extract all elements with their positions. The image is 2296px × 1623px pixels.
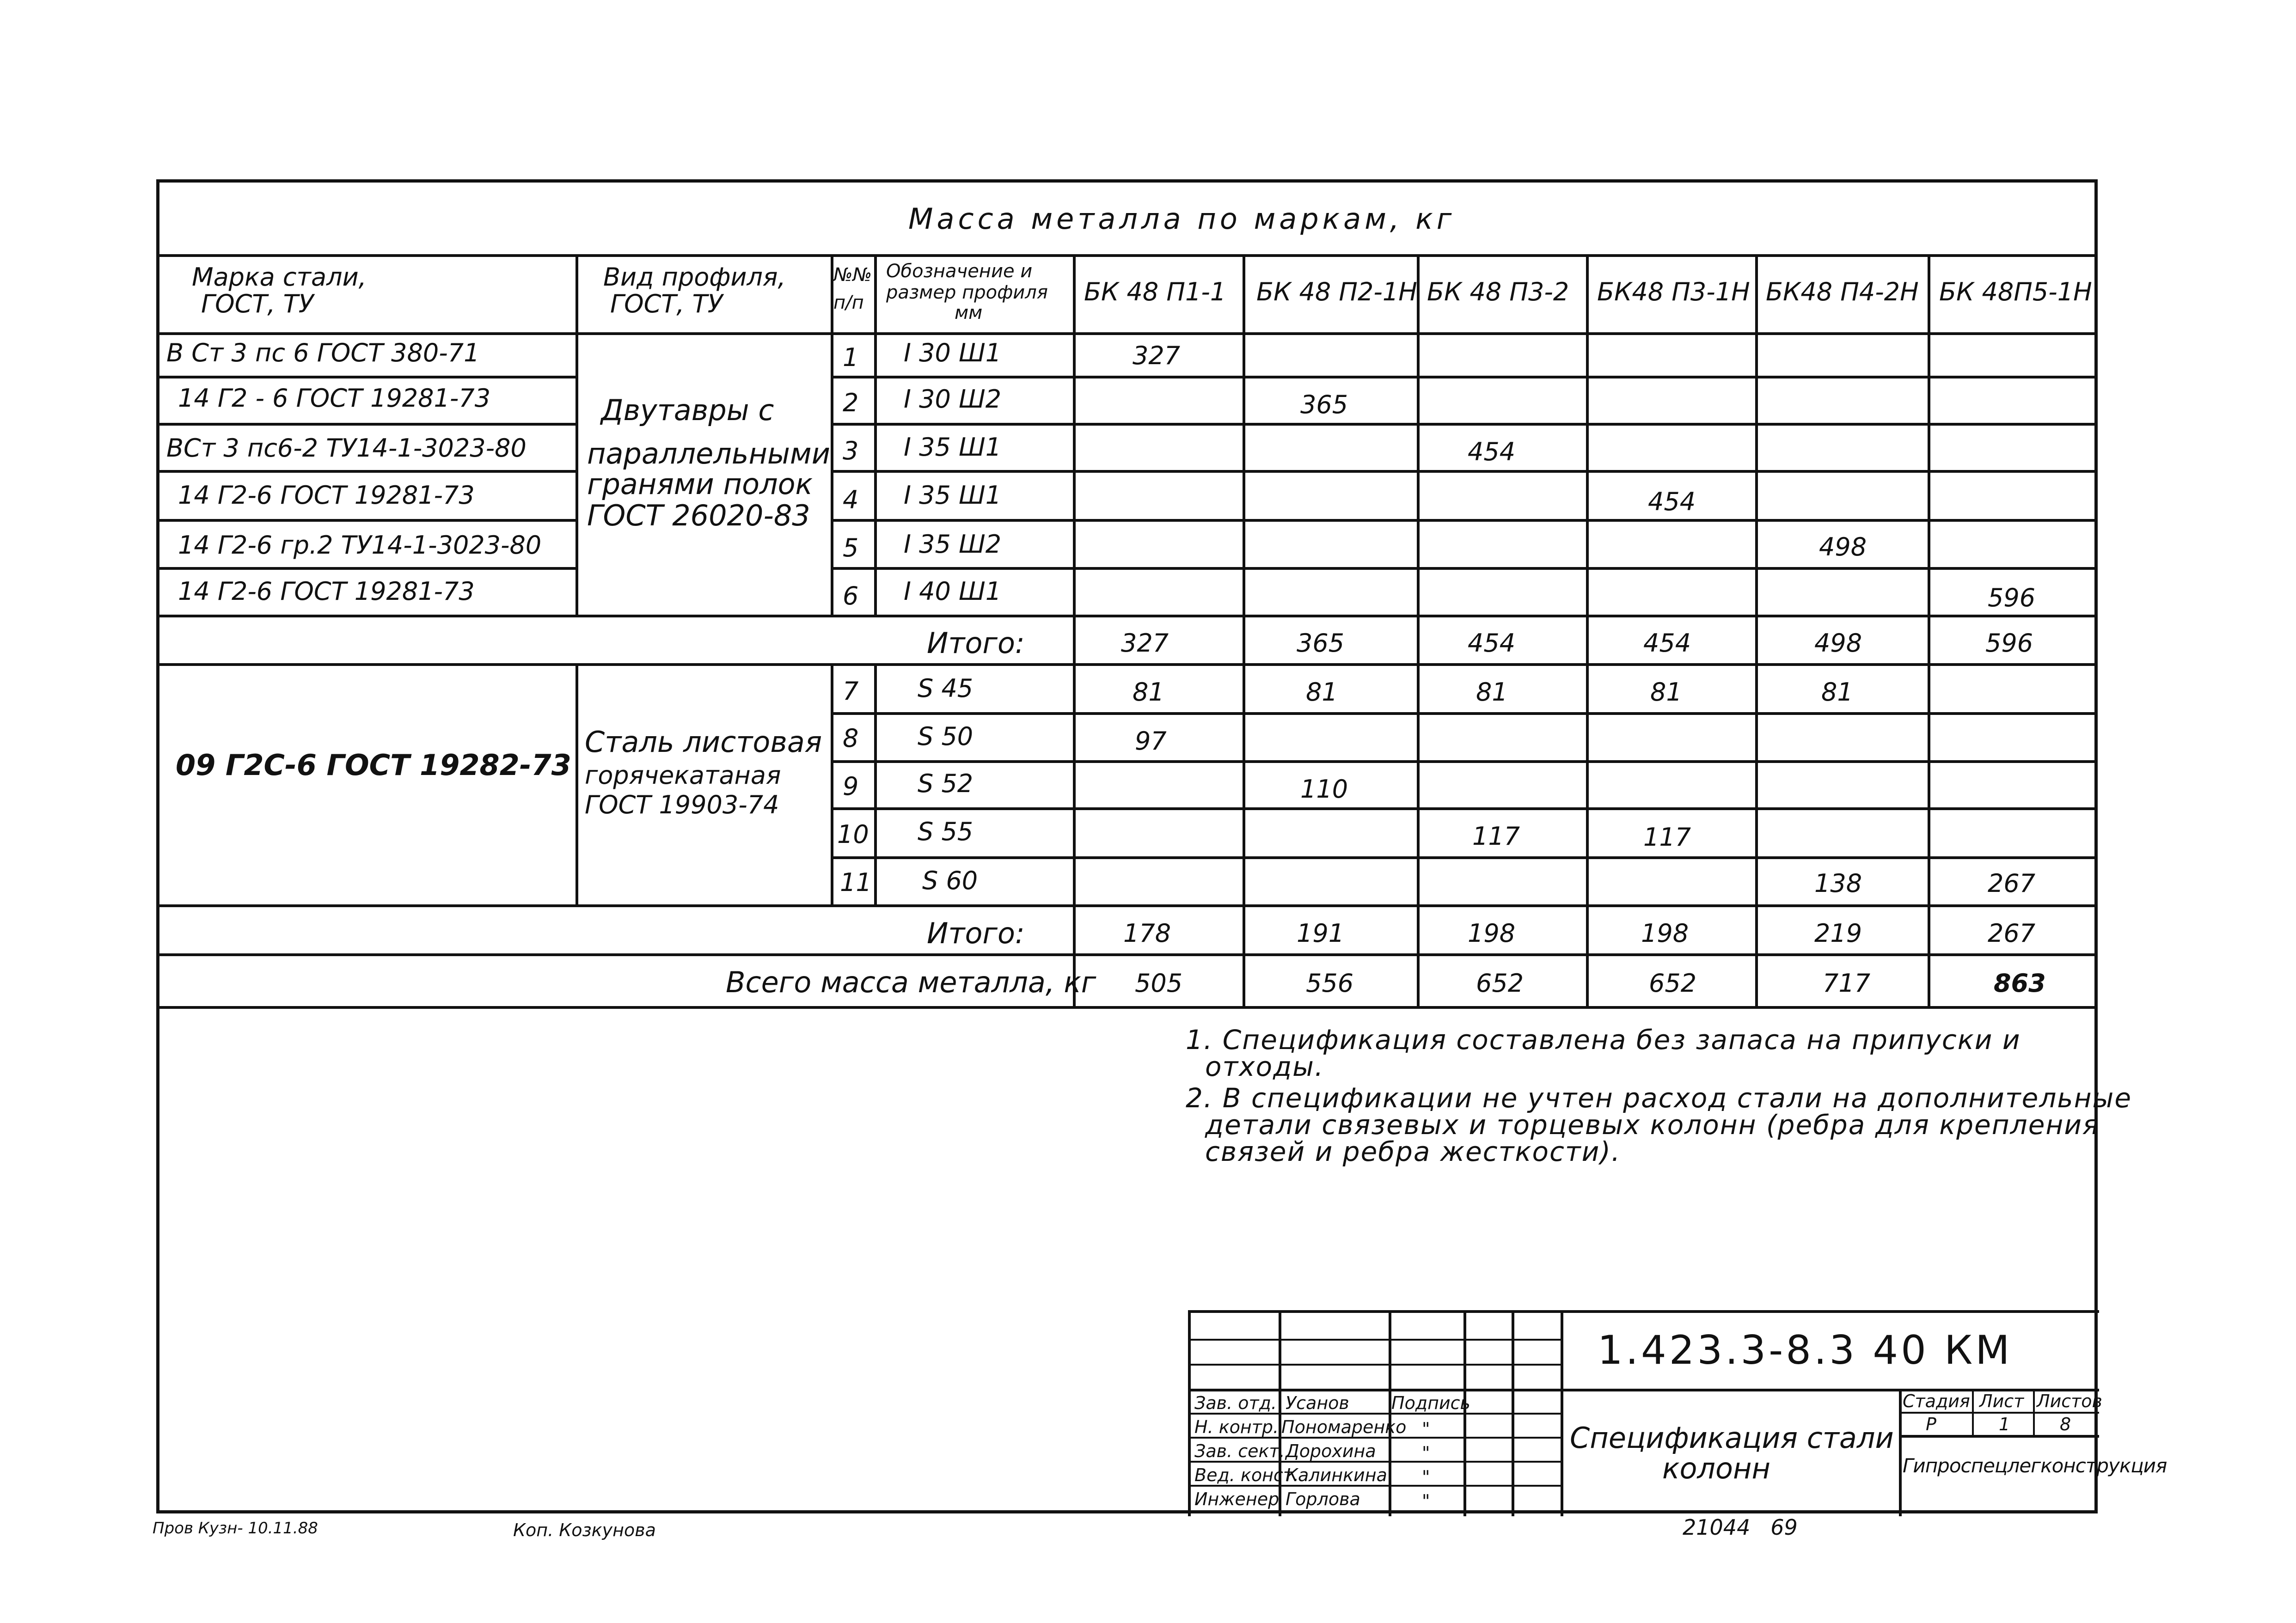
row-10-designation: S 55 (918, 817, 974, 846)
row-1-number: 1 (843, 343, 859, 372)
grade-3: ВСт 3 пс6-2 ТУ14-1-3023-80 (166, 433, 527, 463)
rule (1899, 1389, 1902, 1516)
rule (159, 423, 576, 426)
document-name-2: колонн (1662, 1452, 1771, 1485)
role-5: Инженер (1194, 1489, 1280, 1509)
row-2-designation: I 30 Ш2 (904, 384, 1002, 414)
group1-total-4: 454 (1643, 628, 1691, 658)
rule (831, 254, 833, 615)
profile-1-line-2: параллельными (587, 437, 831, 470)
rule (831, 712, 2096, 715)
grade-4: 14 Г2-6 ГОСТ 19281-73 (178, 481, 475, 510)
rule (831, 423, 2096, 426)
rule (159, 254, 2096, 257)
rule (159, 615, 2096, 617)
row-1-value-1: 327 (1133, 341, 1181, 370)
organization: Гипроспецлегконструкция (1903, 1454, 2167, 1477)
rule (1073, 254, 1076, 1006)
row-8-designation: S 50 (918, 722, 974, 751)
row-7-value-4: 81 (1650, 677, 1682, 707)
row-7-value-1: 81 (1133, 677, 1164, 707)
group2-total-5: 219 (1814, 919, 1862, 948)
rule (1586, 254, 1589, 1006)
grade-2: 14 Г2 - 6 ГОСТ 19281-73 (178, 384, 491, 413)
row-5-value-5: 498 (1819, 532, 1867, 561)
row-5-number: 5 (843, 533, 859, 562)
role-2: Н. контр. (1194, 1417, 1279, 1437)
column-header-2: БК 48 П2-1Н (1256, 277, 1417, 306)
rule (159, 1006, 2096, 1009)
header-profile-type-2: ГОСТ, ТУ (610, 289, 723, 318)
header-number-2: п/п (833, 292, 864, 313)
document-code: 1.423.3-8.3 40 КМ (1598, 1327, 2013, 1373)
rule (1755, 254, 1758, 1006)
group1-total-2: 365 (1297, 628, 1345, 658)
role-3: Зав. сект. (1194, 1441, 1285, 1461)
group2-total-6: 267 (1988, 919, 2036, 948)
group2-total-2: 191 (1297, 919, 1345, 948)
sheets-value: 8 (2060, 1414, 2071, 1434)
row-2-value-2: 365 (1300, 390, 1348, 419)
group2-total-3: 198 (1468, 919, 1516, 948)
grand-total-1: 505 (1135, 969, 1183, 998)
rule (576, 254, 578, 615)
group2-grade: 09 Г2С-6 ГОСТ 19282-73 (176, 748, 571, 782)
rule (159, 519, 576, 522)
rule (1191, 1364, 1561, 1366)
row-3-designation: I 35 Ш1 (904, 433, 1002, 462)
document-name-1: Спецификация стали (1570, 1421, 1894, 1455)
column-header-4: БК48 П3-1Н (1597, 277, 1750, 306)
row-10-value-3: 117 (1472, 822, 1520, 851)
profile-1-line-4: ГОСТ 26020-83 (587, 499, 810, 532)
row-7-number: 7 (843, 677, 859, 706)
rule (1417, 254, 1420, 1006)
role-4: Вед. конст. (1194, 1465, 1299, 1485)
profile-2-line-3: ГОСТ 19903-74 (585, 790, 779, 819)
header-steel-grade-2: ГОСТ, ТУ (201, 289, 314, 318)
row-7-designation: S 45 (918, 674, 974, 703)
group1-total-5: 498 (1814, 628, 1862, 658)
row-3-number: 3 (843, 436, 859, 465)
profile-1-line-1: Двутавры с (601, 393, 774, 427)
rule (831, 760, 2096, 763)
note-1-line-1: 1. Спецификация составлена без запаса на припуски и (1186, 1024, 2021, 1056)
rule (831, 663, 833, 904)
row-4-number: 4 (843, 485, 859, 514)
sheet-value: 1 (1999, 1414, 2010, 1434)
group2-total-label: Итого: (927, 916, 1025, 950)
role-1-name: Усанов (1286, 1393, 1349, 1413)
row-11-value-6: 267 (1988, 869, 2036, 898)
drawing-sheet (156, 179, 2167, 1513)
rule (159, 663, 2096, 666)
rule (159, 904, 2096, 907)
column-header-6: БК 48П5-1Н (1939, 277, 2092, 306)
rule (576, 663, 578, 904)
header-number-1: №№ (833, 264, 872, 286)
title-block (1188, 1310, 2167, 1516)
stage-label: Стадия (1903, 1391, 1970, 1411)
rule (1928, 254, 1930, 1006)
rule (159, 470, 576, 473)
header-designation-3: мм (955, 302, 983, 323)
role-3-name: Дорохина (1286, 1441, 1376, 1461)
rule (831, 470, 2096, 473)
rule (831, 376, 2096, 378)
grand-total-3: 652 (1476, 969, 1524, 998)
row-7-value-2: 81 (1306, 677, 1338, 707)
note-2-line-1: 2. В спецификации не учтен расход стали на дополнительные (1186, 1082, 2132, 1114)
row-4-value-4: 454 (1648, 487, 1696, 516)
group1-total-6: 596 (1985, 628, 2033, 658)
row-11-number: 11 (840, 868, 872, 897)
note-1-line-2: отходы. (1205, 1051, 1324, 1082)
header-designation-2: размер профиля (886, 282, 1048, 303)
row-9-value-2: 110 (1300, 775, 1348, 804)
grade-6: 14 Г2-6 ГОСТ 19281-73 (178, 577, 475, 606)
role-4-sign: " (1422, 1467, 1430, 1487)
rule (159, 953, 2096, 956)
column-header-1: БК 48 П1-1 (1084, 277, 1226, 306)
grand-total-5: 717 (1823, 969, 1871, 998)
rule (1899, 1435, 2099, 1438)
note-2-line-3: связей и ребра жесткости). (1205, 1136, 1621, 1167)
row-1-designation: I 30 Ш1 (904, 338, 1002, 367)
grand-total-4: 652 (1649, 969, 1697, 998)
row-7-value-3: 81 (1476, 677, 1508, 707)
rule (874, 254, 877, 615)
row-10-value-4: 117 (1643, 823, 1691, 852)
row-6-designation: I 40 Ш1 (904, 577, 1002, 606)
signature-header: Подпись (1391, 1393, 1470, 1413)
rule (1561, 1313, 1563, 1516)
profile-2-line-1: Сталь листовая (585, 725, 822, 759)
rule (1243, 254, 1245, 1006)
grand-total-6: 863 (1994, 969, 2046, 998)
footer-checked: Пров Кузн- 10.11.88 (153, 1519, 318, 1538)
sheet-label: Лист (1979, 1391, 2024, 1411)
role-5-name: Горлова (1286, 1489, 1360, 1509)
grand-total-label: Всего масса металла, кг (726, 965, 1096, 999)
row-8-value-1: 97 (1135, 726, 1167, 756)
group2-total-1: 178 (1123, 919, 1171, 948)
header-profile-type-1: Вид профиля, (603, 262, 786, 292)
row-11-value-5: 138 (1814, 869, 1862, 898)
rule (874, 663, 877, 904)
rule (159, 332, 2096, 335)
rule (1899, 1412, 2099, 1414)
role-2-name: Пономаренко (1281, 1417, 1407, 1437)
header-designation-1: Обозначение и (886, 261, 1033, 282)
group1-total-3: 454 (1468, 628, 1516, 658)
role-4-name: Калинкина (1286, 1465, 1387, 1485)
row-11-designation: S 60 (922, 866, 978, 895)
rule (831, 519, 2096, 522)
grade-5: 14 Г2-6 гр.2 ТУ14-1-3023-80 (178, 531, 542, 560)
column-header-5: БК48 П4-2Н (1766, 277, 1919, 306)
profile-2-line-2: горячекатаная (585, 761, 781, 790)
row-5-designation: I 35 Ш2 (904, 530, 1002, 559)
row-10-number: 10 (837, 820, 869, 849)
table-title: Масса металла по маркам, кг (908, 202, 1456, 236)
row-6-number: 6 (843, 581, 859, 610)
footer-archive: 21044 69 (1683, 1515, 1798, 1540)
rule (831, 567, 2096, 570)
role-1: Зав. отд. (1194, 1393, 1277, 1413)
rule (159, 567, 576, 570)
row-8-number: 8 (843, 724, 859, 753)
group1-total-label: Итого: (927, 626, 1025, 660)
row-6-value-6: 596 (1988, 583, 2036, 612)
row-7-value-5: 81 (1821, 677, 1853, 707)
footer-copied: Коп. Козкунова (513, 1520, 656, 1540)
row-9-designation: S 52 (918, 769, 974, 798)
profile-1-line-3: гранями полок (587, 467, 813, 501)
row-4-designation: I 35 Ш1 (904, 481, 1002, 510)
note-2-line-2: детали связевых и торцевых колонн (ребра для крепления (1205, 1109, 2100, 1141)
grand-total-2: 556 (1306, 969, 1354, 998)
role-2-sign: " (1422, 1419, 1430, 1439)
rule (1191, 1339, 1561, 1341)
grade-1: В Ст 3 пс 6 ГОСТ 380-71 (166, 338, 480, 367)
group1-total-1: 327 (1121, 628, 1169, 658)
rule (831, 856, 2096, 859)
column-header-3: БК 48 П3-2 (1427, 277, 1569, 306)
row-2-number: 2 (843, 388, 859, 417)
rule (831, 807, 2096, 810)
rule (159, 376, 576, 378)
row-3-value-3: 454 (1468, 437, 1516, 466)
header-steel-grade-1: Марка стали, (192, 262, 367, 292)
stage-value: Р (1926, 1414, 1936, 1434)
row-9-number: 9 (843, 772, 859, 801)
group2-total-4: 198 (1641, 919, 1689, 948)
role-3-sign: " (1422, 1443, 1430, 1463)
sheets-label: Листов (2037, 1391, 2102, 1411)
role-5-sign: " (1422, 1491, 1430, 1511)
